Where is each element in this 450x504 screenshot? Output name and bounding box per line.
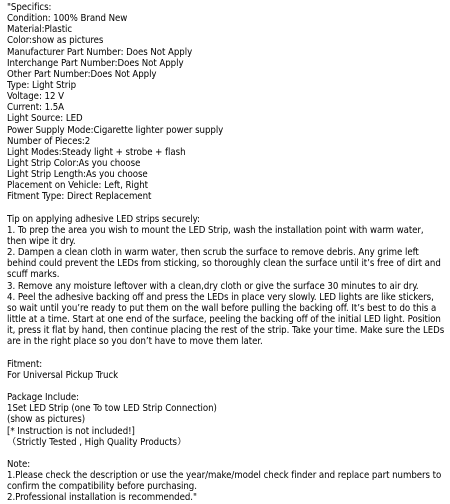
- spec-light-strip-length: Light Strip Length:As you choose: [7, 169, 148, 181]
- spec-power-supply-mode: Power Supply Mode:Cigarette lighter power supply: [7, 124, 224, 136]
- tips-heading: Tip on applying adhesive LED strips securely:: [7, 213, 200, 225]
- package-item: 1Set LED Strip (one To tow LED Strip Connection): [7, 403, 217, 415]
- note-heading: Note:: [7, 458, 31, 470]
- spec-type: Type: Light Strip: [7, 79, 77, 91]
- spec-interchange-part-number: Interchange Part Number:Does Not Apply: [7, 57, 184, 69]
- spec-other-part-number: Other Part Number:Does Not Apply: [7, 68, 157, 80]
- spec-current: Current: 1.5A: [7, 102, 65, 114]
- spec-number-of-pieces: Number of Pieces:2: [7, 135, 91, 147]
- tip-step-1: 1. To prep the area you wish to mount the LED Strip, wash the installation point with warm water, then wipe it dry.: [7, 224, 424, 247]
- specifics-section: [7, 2, 445, 203]
- spec-manufacturer-part-number: Manufacturer Part Number: Does Not Apply: [7, 46, 193, 58]
- fitment-value: For Universal Pickup Truck: [7, 369, 119, 381]
- spec-color: Color:show as pictures: [7, 35, 104, 47]
- note-item: 1.Please check the description or use the year/make/model check finder and replace part numbers to confirm the compatibility before purchasing.: [7, 470, 442, 493]
- package-item: (show as pictures): [7, 414, 86, 426]
- specifics-heading: "Specifics:: [7, 2, 52, 13]
- spec-fitment-type: Fitment Type: Direct Replacement: [7, 191, 152, 203]
- note-section: [7, 459, 445, 504]
- spec-placement: Placement on Vehicle: Left, Right: [7, 180, 148, 192]
- spec-voltage: Voltage: 12 V: [7, 91, 64, 103]
- spec-light-source: Light Source: LED: [7, 113, 83, 125]
- spec-light-modes: Light Modes:Steady light + strobe + flash: [7, 146, 186, 158]
- fitment-section: [7, 359, 445, 381]
- spec-material: Material:Plastic: [7, 24, 73, 36]
- tip-step-4: 4. Peel the adhesive backing off and press the LEDs in place very slowly. LED lights are like stickers, so wait until you’re ready to put them on the wall before pulling the backing off. It’s best to do this a little at a time. Start at one end of the surface, peeling the backing off of the initial LED light. Position it, press it flat by hand, then continue placing the rest of the strip. Take your time. Make sure the LEDs are in the right place so you don’t have to move them later.: [7, 291, 445, 348]
- product-description: [7, 2, 445, 504]
- tip-step-3: 3. Remove any moisture leftover with a clean,dry cloth or give the surface 30 minutes to air dry.: [7, 280, 419, 292]
- fitment-heading: Fitment:: [7, 358, 43, 370]
- spec-light-strip-color: Light Strip Color:As you choose: [7, 157, 141, 169]
- blank-line: [7, 203, 445, 214]
- package-section: [7, 392, 445, 448]
- blank-line: [7, 348, 445, 359]
- package-heading: Package Include:: [7, 392, 79, 404]
- blank-line: [7, 381, 445, 392]
- spec-condition: Condition: 100% Brand New: [7, 13, 128, 25]
- package-item: [* Instruction is not included!]: [7, 425, 135, 437]
- tip-step-2: 2. Dampen a clean cloth in warm water, then scrub the surface to remove debris. Any grime left behind could prevent the LEDs from sticking, so thoroughly clean the surface until it’s free of dirt and scuff marks.: [7, 247, 441, 281]
- note-item: 2.Professional installation is recommended.": [7, 492, 197, 504]
- tips-section: [7, 214, 445, 348]
- blank-line: [7, 448, 445, 459]
- package-item: （Strictly Tested , High Quality Products）: [7, 436, 187, 448]
